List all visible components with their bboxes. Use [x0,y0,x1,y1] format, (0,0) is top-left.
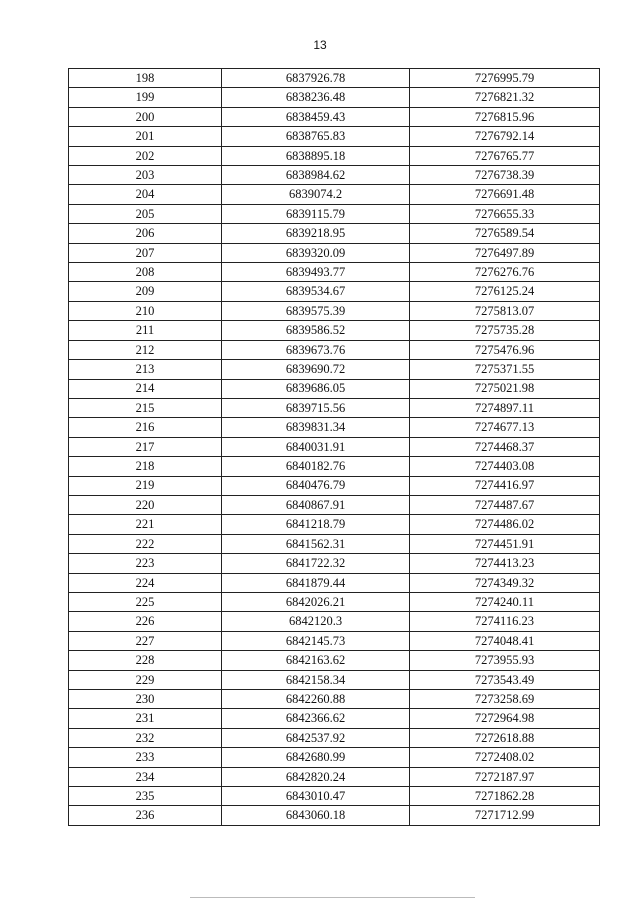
table-row [69,709,600,728]
table-row [69,554,600,573]
x-coordinate-cell: 6839074.2 [222,185,410,204]
y-coordinate-cell: 7272187.97 [410,767,600,786]
table-row [69,534,600,553]
x-coordinate-cell: 6838765.83 [222,127,410,146]
point-number-cell: 230 [69,690,222,709]
point-number-cell: 234 [69,767,222,786]
point-number-cell: 235 [69,787,222,806]
x-coordinate-cell: 6842026.21 [222,592,410,611]
y-coordinate-cell: 7276995.79 [410,69,600,88]
point-number-cell: 215 [69,398,222,417]
y-coordinate-cell: 7272964.98 [410,709,600,728]
y-coordinate-cell: 7274240.11 [410,592,600,611]
x-coordinate-cell: 6840182.76 [222,457,410,476]
x-coordinate-cell: 6839690.72 [222,360,410,379]
table-row [69,651,600,670]
table-row [69,107,600,126]
point-number-cell: 216 [69,418,222,437]
y-coordinate-cell: 7274403.08 [410,457,600,476]
y-coordinate-cell: 7274451.91 [410,534,600,553]
x-coordinate-cell: 6842537.92 [222,728,410,747]
x-coordinate-cell: 6843010.47 [222,787,410,806]
x-coordinate-cell: 6843060.18 [222,806,410,825]
y-coordinate-cell: 7274486.02 [410,515,600,534]
y-coordinate-cell: 7276792.14 [410,127,600,146]
x-coordinate-cell: 6841722.32 [222,554,410,573]
y-coordinate-cell: 7274416.97 [410,476,600,495]
y-coordinate-cell: 7276497.89 [410,243,600,262]
x-coordinate-cell: 6841218.79 [222,515,410,534]
table-row [69,224,600,243]
point-number-cell: 223 [69,554,222,573]
table-row [69,146,600,165]
point-number-cell: 227 [69,631,222,650]
x-coordinate-cell: 6838236.48 [222,88,410,107]
y-coordinate-cell: 7274487.67 [410,495,600,514]
x-coordinate-cell: 6841562.31 [222,534,410,553]
point-number-cell: 226 [69,612,222,631]
point-number-cell: 212 [69,340,222,359]
table-row [69,476,600,495]
table-row [69,748,600,767]
x-coordinate-cell: 6839673.76 [222,340,410,359]
x-coordinate-cell: 6842158.34 [222,670,410,689]
y-coordinate-cell: 7274468.37 [410,437,600,456]
table-row [69,88,600,107]
x-coordinate-cell: 6838459.43 [222,107,410,126]
table-row [69,690,600,709]
x-coordinate-cell: 6837926.78 [222,69,410,88]
x-coordinate-cell: 6839534.67 [222,282,410,301]
x-coordinate-cell: 6839218.95 [222,224,410,243]
y-coordinate-cell: 7272618.88 [410,728,600,747]
point-number-cell: 207 [69,243,222,262]
y-coordinate-cell: 7275813.07 [410,301,600,320]
table-row [69,767,600,786]
point-number-cell: 236 [69,806,222,825]
table-row [69,301,600,320]
x-coordinate-cell: 6842680.99 [222,748,410,767]
y-coordinate-cell: 7273543.49 [410,670,600,689]
point-number-cell: 225 [69,592,222,611]
x-coordinate-cell: 6839115.79 [222,204,410,223]
x-coordinate-cell: 6839586.52 [222,321,410,340]
table-row [69,728,600,747]
table-row [69,612,600,631]
y-coordinate-cell: 7276821.32 [410,88,600,107]
y-coordinate-cell: 7272408.02 [410,748,600,767]
y-coordinate-cell: 7275021.98 [410,379,600,398]
y-coordinate-cell: 7276655.33 [410,204,600,223]
point-number-cell: 228 [69,651,222,670]
point-number-cell: 231 [69,709,222,728]
coordinates-table-body [69,69,600,826]
point-number-cell: 205 [69,204,222,223]
y-coordinate-cell: 7273258.69 [410,690,600,709]
y-coordinate-cell: 7276125.24 [410,282,600,301]
table-row [69,340,600,359]
point-number-cell: 220 [69,495,222,514]
table-row [69,204,600,223]
y-coordinate-cell: 7274677.13 [410,418,600,437]
table-row [69,670,600,689]
point-number-cell: 204 [69,185,222,204]
y-coordinate-cell: 7275371.55 [410,360,600,379]
table-row [69,398,600,417]
table-row [69,69,600,88]
y-coordinate-cell: 7276815.96 [410,107,600,126]
point-number-cell: 203 [69,166,222,185]
y-coordinate-cell: 7276738.39 [410,166,600,185]
y-coordinate-cell: 7276589.54 [410,224,600,243]
y-coordinate-cell: 7275476.96 [410,340,600,359]
table-row [69,631,600,650]
y-coordinate-cell: 7274349.32 [410,573,600,592]
y-coordinate-cell: 7274116.23 [410,612,600,631]
point-number-cell: 232 [69,728,222,747]
table-row [69,379,600,398]
point-number-cell: 206 [69,224,222,243]
point-number-cell: 208 [69,263,222,282]
point-number-cell: 211 [69,321,222,340]
table-row [69,263,600,282]
x-coordinate-cell: 6838895.18 [222,146,410,165]
point-number-cell: 229 [69,670,222,689]
footer-rule [190,897,475,898]
page-number: 13 [313,38,327,52]
y-coordinate-cell: 7276765.77 [410,146,600,165]
table-row [69,437,600,456]
table-row [69,418,600,437]
point-number-cell: 218 [69,457,222,476]
table-row [69,573,600,592]
x-coordinate-cell: 6842366.62 [222,709,410,728]
point-number-cell: 224 [69,573,222,592]
table-row [69,787,600,806]
point-number-cell: 210 [69,301,222,320]
x-coordinate-cell: 6839831.34 [222,418,410,437]
coordinates-table [68,68,600,826]
table-row [69,321,600,340]
x-coordinate-cell: 6842820.24 [222,767,410,786]
y-coordinate-cell: 7274897.11 [410,398,600,417]
x-coordinate-cell: 6840867.91 [222,495,410,514]
y-coordinate-cell: 7276276.76 [410,263,600,282]
x-coordinate-cell: 6840476.79 [222,476,410,495]
x-coordinate-cell: 6841879.44 [222,573,410,592]
y-coordinate-cell: 7273955.93 [410,651,600,670]
table-row [69,282,600,301]
table-row [69,515,600,534]
point-number-cell: 199 [69,88,222,107]
point-number-cell: 214 [69,379,222,398]
x-coordinate-cell: 6839493.77 [222,263,410,282]
x-coordinate-cell: 6838984.62 [222,166,410,185]
table-row [69,360,600,379]
x-coordinate-cell: 6839715.56 [222,398,410,417]
y-coordinate-cell: 7275735.28 [410,321,600,340]
point-number-cell: 201 [69,127,222,146]
x-coordinate-cell: 6842163.62 [222,651,410,670]
table-row [69,592,600,611]
table-row [69,457,600,476]
x-coordinate-cell: 6839686.05 [222,379,410,398]
point-number-cell: 221 [69,515,222,534]
table-row [69,495,600,514]
point-number-cell: 222 [69,534,222,553]
y-coordinate-cell: 7271862.28 [410,787,600,806]
x-coordinate-cell: 6839575.39 [222,301,410,320]
point-number-cell: 198 [69,69,222,88]
point-number-cell: 217 [69,437,222,456]
y-coordinate-cell: 7274413.23 [410,554,600,573]
point-number-cell: 209 [69,282,222,301]
point-number-cell: 219 [69,476,222,495]
table-row [69,243,600,262]
point-number-cell: 213 [69,360,222,379]
x-coordinate-cell: 6839320.09 [222,243,410,262]
table-row [69,185,600,204]
table-row [69,166,600,185]
x-coordinate-cell: 6842120.3 [222,612,410,631]
point-number-cell: 202 [69,146,222,165]
table-row [69,806,600,825]
x-coordinate-cell: 6840031.91 [222,437,410,456]
table-row [69,127,600,146]
x-coordinate-cell: 6842145.73 [222,631,410,650]
point-number-cell: 233 [69,748,222,767]
y-coordinate-cell: 7276691.48 [410,185,600,204]
y-coordinate-cell: 7274048.41 [410,631,600,650]
x-coordinate-cell: 6842260.88 [222,690,410,709]
y-coordinate-cell: 7271712.99 [410,806,600,825]
point-number-cell: 200 [69,107,222,126]
